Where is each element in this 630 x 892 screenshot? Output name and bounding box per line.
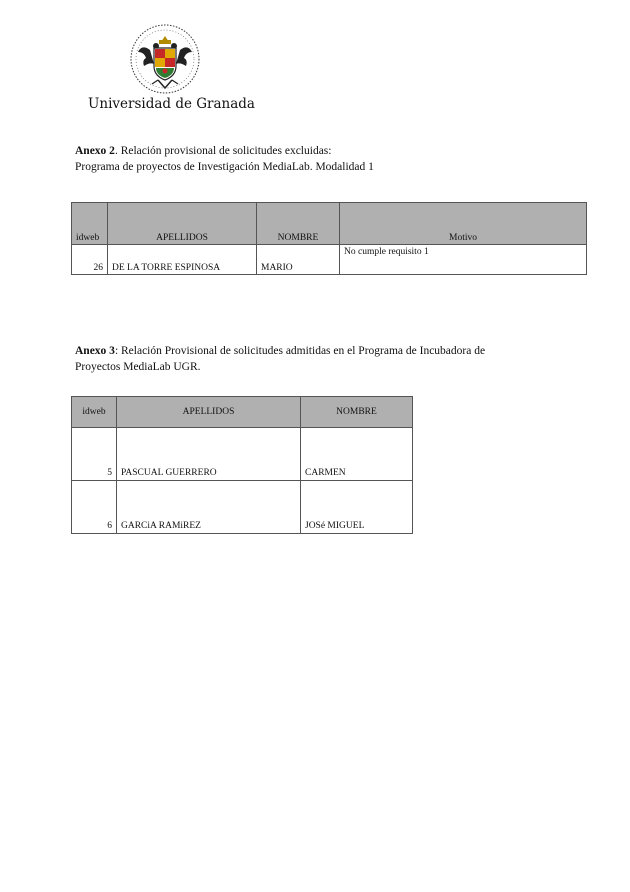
column-header-apellidos: APELLIDOS [117, 397, 301, 428]
cell-idweb: 5 [72, 428, 117, 481]
cell-idweb: 26 [72, 245, 108, 275]
cell-motivo: No cumple requisito 1 [340, 245, 587, 275]
university-name: Universidad de Granada [88, 96, 255, 112]
annex3-heading [75, 343, 485, 375]
table-row [72, 481, 413, 534]
column-header-nombre: NOMBRE [301, 397, 413, 428]
table-header-row [72, 397, 413, 428]
table-row [72, 428, 413, 481]
column-header-apellidos: APELLIDOS [108, 203, 257, 245]
cell-nombre: JOSé MIGUEL [301, 481, 413, 534]
cell-idweb: 6 [72, 481, 117, 534]
annex3-heading-line2: Proyectos MediaLab UGR. [75, 361, 201, 373]
university-coat-of-arms-icon [128, 22, 202, 96]
table-row [72, 245, 587, 275]
annex2-label: Anexo 2 [75, 145, 115, 157]
cell-nombre: MARIO [257, 245, 340, 275]
cell-nombre: CARMEN [301, 428, 413, 481]
column-header-motivo: Motivo [340, 203, 587, 245]
cell-apellidos: DE LA TORRE ESPINOSA [108, 245, 257, 275]
column-header-idweb: idweb [72, 203, 108, 245]
excluded-applications-table [71, 202, 587, 275]
table-header-row [72, 203, 587, 245]
column-header-idweb: idweb [72, 397, 117, 428]
annex2-heading-line2: Programa de proyectos de Investigación MediaLab. Modalidad 1 [75, 161, 374, 173]
annex2-heading-text: . Relación provisional de solicitudes excluidas: [114, 145, 332, 157]
cell-apellidos: PASCUAL GUERRERO [117, 428, 301, 481]
annex2-heading [75, 143, 374, 175]
admitted-applications-table [71, 396, 413, 534]
cell-apellidos: GARCiA RAMiREZ [117, 481, 301, 534]
column-header-nombre: NOMBRE [257, 203, 340, 245]
annex3-heading-text: : Relación Provisional de solicitudes admitidas en el Programa de Incubadora de [114, 345, 486, 357]
annex3-label: Anexo 3 [75, 345, 115, 357]
